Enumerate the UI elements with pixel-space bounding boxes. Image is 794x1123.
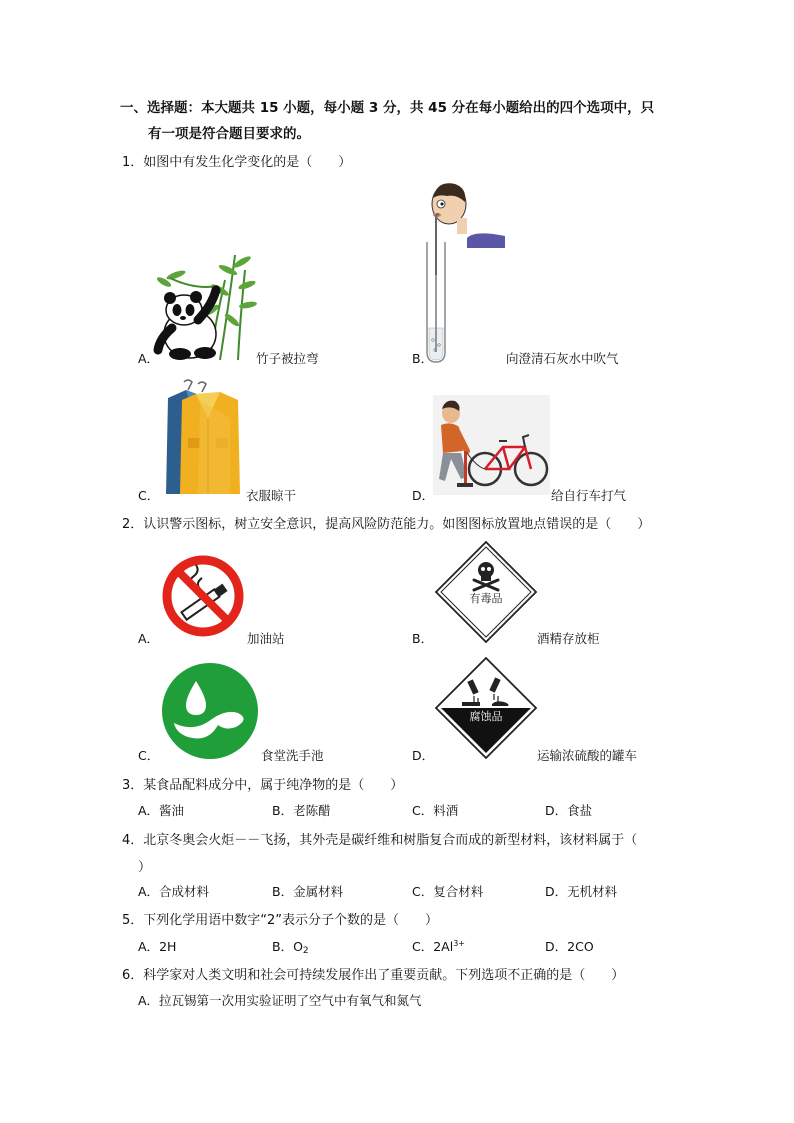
q3-option-c: C．料酒	[412, 803, 459, 818]
water-saving-sign-icon	[160, 661, 260, 761]
q5-option-c: C．$2Al^{3+}$	[412, 939, 466, 954]
q1-option-c-text: 衣服晾干	[246, 488, 297, 503]
clothes-drying-image	[158, 378, 244, 496]
q2-option-d-text: 运输浓硫酸的罐车	[537, 748, 638, 763]
q1-option-b-letter: B．	[412, 351, 434, 366]
q3-option-b: B．老陈醋	[272, 803, 331, 818]
q6-stem: 6．科学家对人类文明和社会可持续发展作出了重要贡献。下列选项不正确的是（ ）	[122, 968, 625, 983]
q5-option-d: D．2CO	[545, 939, 594, 954]
q6-option-a: A．拉瓦锡第一次用实验证明了空气中有氧气和氮气	[138, 993, 422, 1008]
q5-option-a: A．2H	[138, 939, 177, 954]
q4-stem-line2: ）	[138, 860, 152, 875]
q1-stem: 1．如图中有发生化学变化的是（ ）	[122, 155, 352, 170]
no-smoking-sign-icon	[160, 553, 246, 639]
q2-option-a-letter: A．	[138, 631, 160, 646]
panda-bamboo-image	[150, 250, 255, 362]
q3-stem: 3．某食品配料成分中，属于纯净物的是（ ）	[122, 778, 404, 793]
q4-stem-line1: 4．北京冬奥会火炬－－飞扬，其外壳是碳纤维和树脂复合而成的新型材料，该材料属于（	[122, 833, 638, 848]
q1-option-a-letter: A．	[138, 351, 160, 366]
q2-option-d-letter: D．	[412, 748, 435, 763]
section-heading-line1: 一、选择题：本大题共 15 小题，每小题 3 分，共 45 分在每小题给出的四个选项中，只	[120, 100, 655, 116]
bicycle-pump-image	[433, 395, 550, 495]
q2-option-b-letter: B．	[412, 631, 434, 646]
q4-option-d: D．无机材料	[545, 884, 618, 899]
q4-option-c: C．复合材料	[412, 884, 484, 899]
q1-option-d-letter: D．	[412, 488, 435, 503]
corrosive-sign-label: 腐蚀品	[469, 710, 503, 723]
q4-option-a: A．合成材料	[138, 884, 210, 899]
section-heading-line2: 有一项是符合题目要求的。	[148, 126, 310, 142]
q4-option-b: B．金属材料	[272, 884, 344, 899]
q2-option-a-text: 加油站	[247, 631, 285, 646]
q3-option-d: D．食盐	[545, 803, 593, 818]
q5-stem: 5．下列化学用语中数字“2”表示分子个数的是（ ）	[122, 913, 439, 928]
blowing-test-tube-image	[427, 180, 509, 365]
q5-option-b: B．$O_2$	[272, 939, 309, 956]
q1-option-c-letter: C．	[138, 488, 160, 503]
q1-option-b-text: 向澄清石灰水中吹气	[506, 351, 619, 366]
q1-option-d-text: 给自行车打气	[551, 488, 627, 503]
q1-option-a-text: 竹子被拉弯	[256, 351, 319, 366]
q2-option-b-text: 酒精存放柜	[537, 631, 600, 646]
corrosive-sign-icon	[434, 656, 538, 760]
q3-option-a: A．酱油	[138, 803, 185, 818]
q2-stem: 2．认识警示图标，树立安全意识，提高风险防范能力。如图图标放置地点错误的是（ ）	[122, 517, 651, 532]
q2-option-c-text: 食堂洗手池	[261, 748, 324, 763]
toxic-sign-label: 有毒品	[469, 592, 503, 605]
toxic-sign-icon	[434, 540, 538, 644]
q2-option-c-letter: C．	[138, 748, 160, 763]
